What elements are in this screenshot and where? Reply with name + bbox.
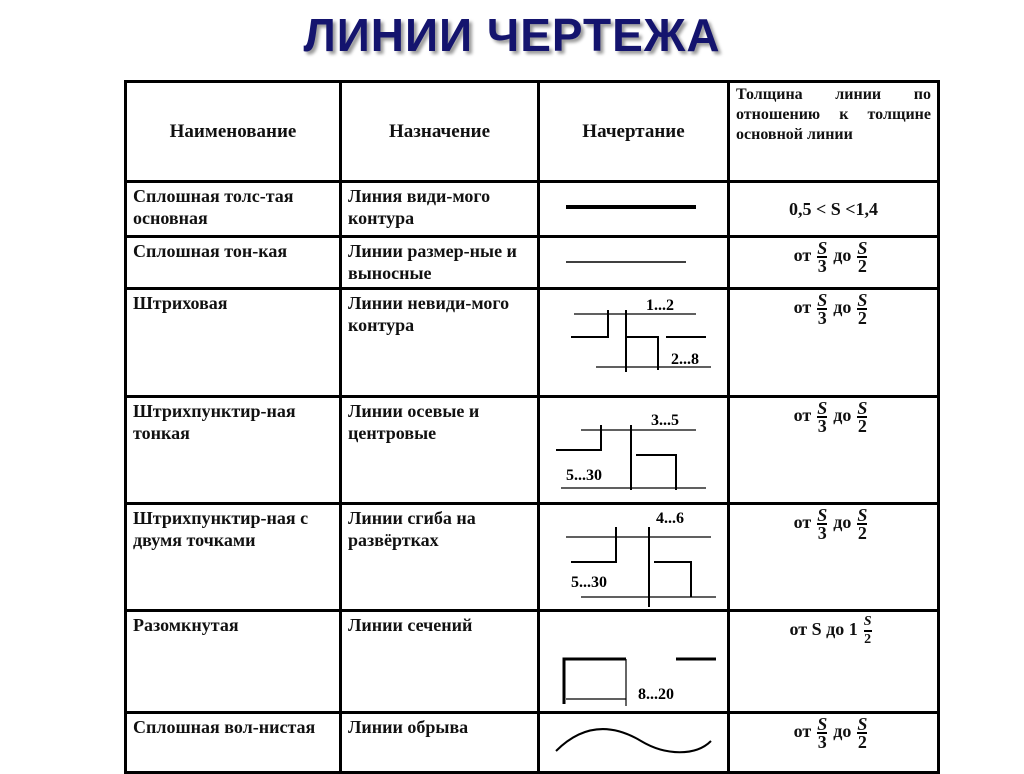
row-thickness: 0,5 < S <1,4 — [729, 182, 939, 237]
row-name: Сплошная вол-нистая — [126, 713, 341, 773]
frac-den: 2 — [857, 732, 867, 752]
frac-num: S — [817, 290, 828, 310]
frac-den: 3 — [817, 308, 827, 328]
line-sample-dash-dot — [539, 397, 729, 504]
from-text: от — [793, 405, 812, 426]
row-thickness — [729, 611, 939, 713]
header-style: Начертание — [539, 82, 729, 182]
dim-label: 2...8 — [671, 351, 699, 368]
table-row — [126, 504, 939, 611]
header-name: Наименование — [126, 82, 341, 182]
frac-num: S — [817, 714, 828, 734]
frac-den: 2 — [857, 523, 867, 543]
row-thickness — [729, 237, 939, 289]
line-sample-thick — [539, 182, 729, 237]
row-purpose: Линии размер-ные и выносные — [341, 237, 539, 289]
frac-den: 3 — [817, 256, 827, 276]
dim-label: 1...2 — [646, 297, 674, 314]
frac-num: S — [864, 614, 872, 632]
table-row — [126, 397, 939, 504]
from-text: от — [793, 512, 812, 533]
row-thickness — [729, 504, 939, 611]
row-name: Штриховая — [126, 289, 341, 397]
row-thickness — [729, 289, 939, 397]
drawing-lines-table — [124, 80, 940, 774]
row-name: Штрихпунктир-ная тонкая — [126, 397, 341, 504]
header-thickness: Толщина линии по отношению к толщине основной линии — [729, 82, 939, 182]
frac-num: S — [817, 505, 828, 525]
to-text: до — [833, 245, 852, 266]
to-text: до — [833, 512, 852, 533]
line-sample-dash-two-dots — [539, 504, 729, 611]
row-name: Разомкнутая — [126, 611, 341, 713]
line-sample-thin — [539, 237, 729, 289]
table-row — [126, 237, 939, 289]
frac-num: S — [857, 714, 868, 734]
dim-label: 5...30 — [566, 467, 602, 484]
to-text: до — [833, 405, 852, 426]
frac-num: S — [857, 398, 868, 418]
dim-label: 8...20 — [638, 686, 674, 703]
dim-label: 4...6 — [656, 510, 684, 527]
row-thickness — [729, 397, 939, 504]
from-text: от — [793, 245, 812, 266]
frac-den: 2 — [857, 416, 867, 436]
row-purpose: Линии осевые и центровые — [341, 397, 539, 504]
row-thickness — [729, 713, 939, 773]
frac-den: 3 — [817, 523, 827, 543]
table-row — [126, 289, 939, 397]
thickness-text: от S до 1 — [789, 619, 858, 640]
frac-den: 2 — [864, 632, 872, 647]
frac-den: 2 — [857, 256, 867, 276]
from-text: от — [793, 297, 812, 318]
row-purpose: Линии сгиба на развёртках — [341, 504, 539, 611]
table-row — [126, 611, 939, 713]
from-text: от — [793, 721, 812, 742]
table-header-row — [126, 82, 939, 182]
table-row — [126, 182, 939, 237]
frac-num: S — [817, 238, 828, 258]
to-text: до — [833, 721, 852, 742]
line-sample-open — [539, 611, 729, 713]
row-purpose: Линия види-мого контура — [341, 182, 539, 237]
line-sample-wavy — [539, 713, 729, 773]
row-purpose: Линии сечений — [341, 611, 539, 713]
row-purpose: Линии невиди-мого контура — [341, 289, 539, 397]
frac-den: 3 — [817, 416, 827, 436]
table-row — [126, 713, 939, 773]
frac-den: 2 — [857, 308, 867, 328]
frac-num: S — [817, 398, 828, 418]
line-sample-dashed — [539, 289, 729, 397]
row-name: Штрихпунктир-ная с двумя точками — [126, 504, 341, 611]
row-purpose: Линии обрыва — [341, 713, 539, 773]
frac-num: S — [857, 505, 868, 525]
to-text: до — [833, 297, 852, 318]
page-title: ЛИНИИ ЧЕРТЕЖА — [303, 9, 721, 61]
frac-den: 3 — [817, 732, 827, 752]
row-name: Сплошная толс-тая основная — [126, 182, 341, 237]
dim-label: 5...30 — [571, 574, 607, 591]
dim-label: 3...5 — [651, 412, 679, 429]
header-purpose: Назначение — [341, 82, 539, 182]
frac-num: S — [857, 238, 868, 258]
frac-num: S — [857, 290, 868, 310]
row-name: Сплошная тон-кая — [126, 237, 341, 289]
